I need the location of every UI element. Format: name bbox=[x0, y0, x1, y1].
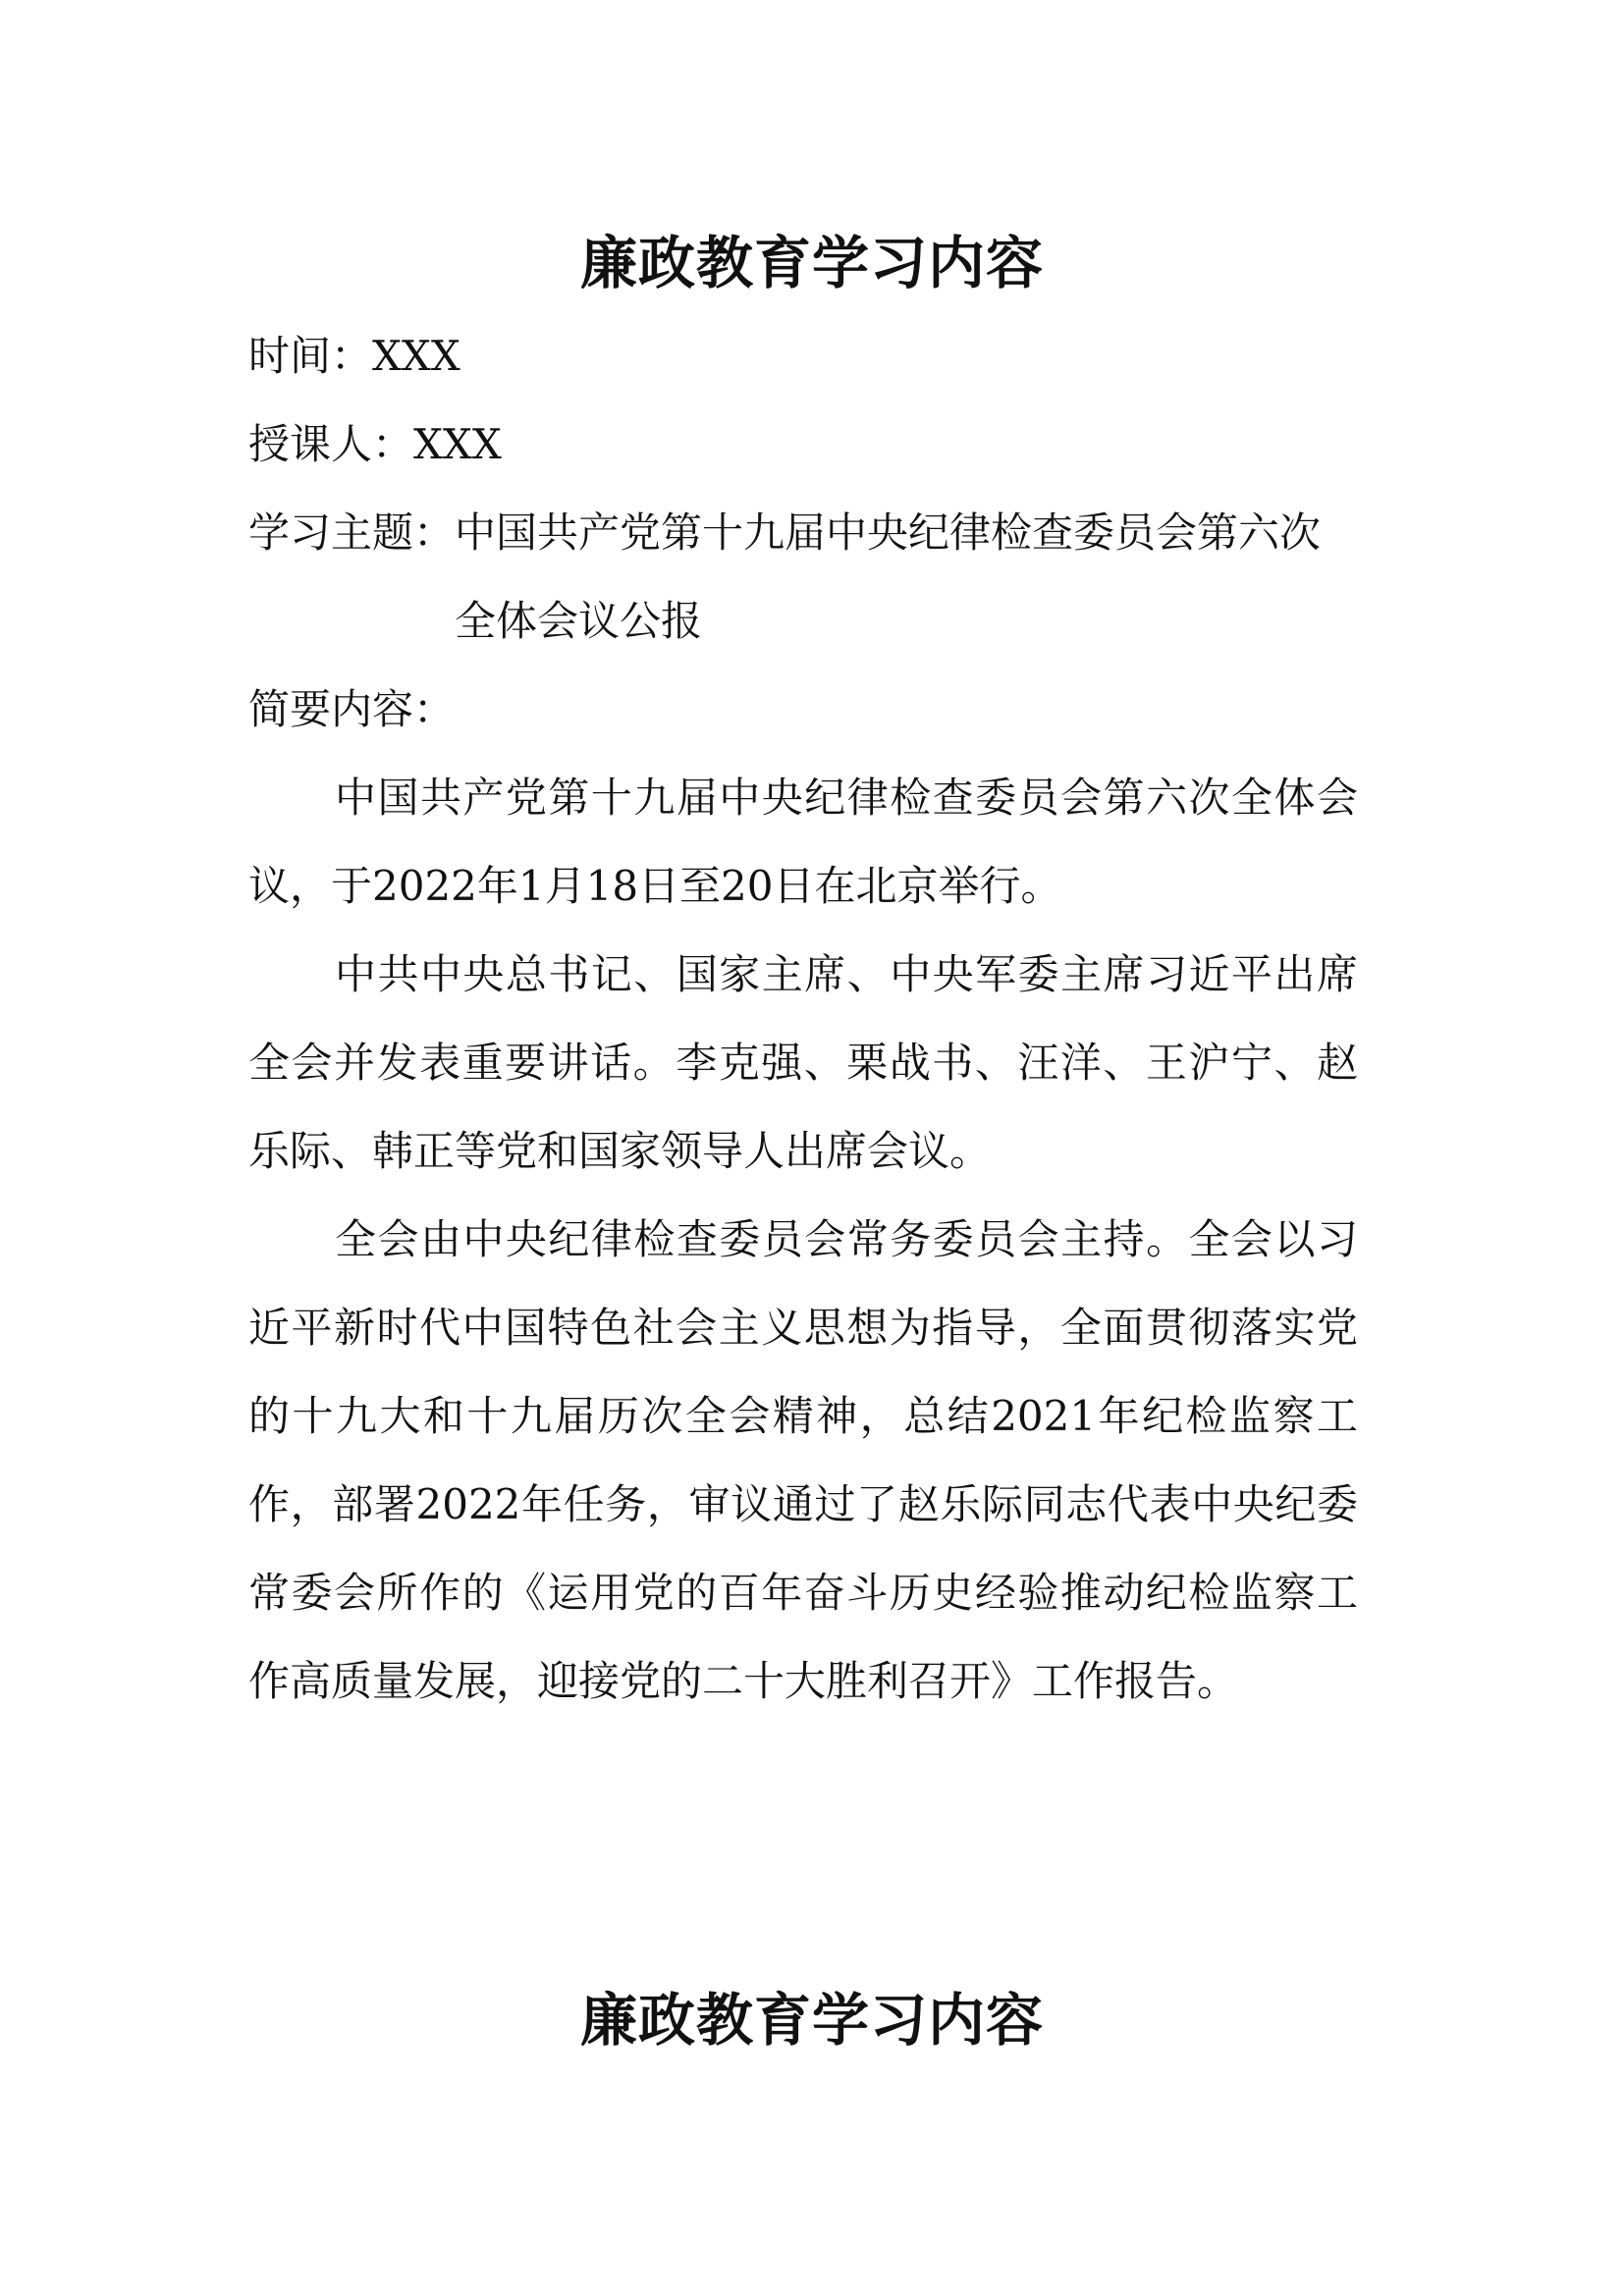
page-title: 廉政教育学习内容 bbox=[579, 230, 1044, 296]
lecturer-field bbox=[248, 400, 1358, 489]
time-field bbox=[248, 312, 1358, 400]
document-body bbox=[248, 312, 1358, 1726]
topic-label: 学习主题： bbox=[248, 508, 456, 557]
time-value: XXX bbox=[372, 332, 460, 380]
next-page-title: 廉政教育学习内容 bbox=[579, 1987, 1044, 2054]
summary-paragraph-2: 中共中央总书记、国家主席、中央军委主席习近平出席全会并发表重要讲话。李克强、栗战书、汪洋、王沪宁、赵乐际、韩正等党和国家领导人出席会议。 bbox=[248, 950, 1358, 1175]
lecturer-value: XXX bbox=[413, 420, 502, 468]
summary-paragraph-1: 中国共产党第十九届中央纪律检查委员会第六次全体会议，于2022年1月18日至20日在北京举行。 bbox=[248, 774, 1358, 910]
time-label: 时间： bbox=[248, 332, 373, 380]
summary-paragraph-3: 全会由中央纪律检查委员会常务委员会主持。全会以习近平新时代中国特色社会主义思想为指导，全面贯彻落实党的十九大和十九届历次全会精神，总结2021年纪检监察工作，部署2022年任务，审议通过了赵乐际同志代表中央纪委常委会所作的《运用党的百年奋斗历史经验推动纪检监察工作高质量发展，迎接党的二十大胜利召开》工作报告。 bbox=[248, 1215, 1358, 1705]
lecturer-label: 授课人： bbox=[248, 420, 414, 468]
topic-value: 中国共产党第十九届中央纪律检查委员会第六次全体会议公报 bbox=[455, 508, 1322, 645]
topic-field bbox=[248, 489, 1358, 666]
summary-label: 简要内容： bbox=[248, 685, 456, 733]
